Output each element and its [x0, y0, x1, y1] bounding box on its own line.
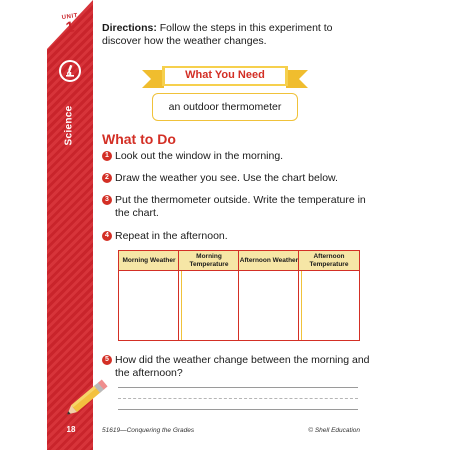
- chart-column-afternoon-weather: [239, 251, 299, 340]
- unit-badge: [55, 14, 85, 48]
- chart-header: Morning Temperature: [179, 251, 239, 271]
- subject-label: [57, 90, 81, 160]
- step-number: 3: [102, 195, 112, 205]
- step-2: [102, 172, 372, 185]
- step-text: How did the weather change between the morning and the afternoon?: [115, 354, 370, 379]
- step-3: [102, 194, 372, 220]
- unit-number: 1: [64, 18, 76, 37]
- directions-text: Follow the steps in this experiment to discover how the weather changes.: [102, 22, 333, 47]
- chart-header: Afternoon Temperature: [299, 251, 359, 271]
- sidebar: [0, 0, 93, 450]
- step-4: [102, 230, 372, 243]
- microscope-icon: [59, 60, 81, 82]
- chart-divider-accent: [181, 271, 182, 340]
- step-number: 4: [102, 231, 112, 241]
- step-number: 2: [102, 173, 112, 183]
- step-text: Put the thermometer outside. Write the temperature in the chart.: [115, 194, 366, 219]
- footer-publication: 51619—Conquering the Grades: [102, 427, 195, 434]
- step-number: 1: [102, 151, 112, 161]
- step-number: 5: [102, 355, 112, 365]
- step-1: [102, 150, 372, 163]
- directions: [102, 22, 372, 48]
- chart-divider: [178, 251, 179, 340]
- page-number: 18: [66, 425, 76, 434]
- footer-publisher: © Shell Education: [308, 427, 360, 434]
- what-you-need-title: What You Need: [185, 69, 265, 81]
- chart-header: Afternoon Weather: [239, 251, 299, 271]
- unit-word: UNIT: [61, 12, 79, 22]
- directions-label: Directions:: [102, 22, 157, 34]
- what-to-do-title: What to Do: [102, 131, 176, 147]
- what-you-need-item: [152, 93, 298, 121]
- subject-text: Science: [63, 105, 75, 145]
- step-text: Repeat in the afternoon.: [115, 230, 228, 242]
- answer-guide-line: [118, 398, 358, 399]
- chart-divider: [298, 251, 299, 340]
- chart-divider-accent: [301, 271, 302, 340]
- step-text: Look out the window in the morning.: [115, 150, 284, 162]
- chart-column-afternoon-temperature: [299, 251, 359, 340]
- step-5: [102, 354, 372, 380]
- chart-divider: [238, 251, 239, 340]
- what-you-need-item-text: an outdoor thermometer: [168, 101, 282, 113]
- answer-line[interactable]: [118, 409, 358, 410]
- chart-column-morning-temperature: [179, 251, 239, 340]
- weather-chart: [118, 250, 360, 341]
- answer-line[interactable]: [118, 387, 358, 388]
- chart-header: Morning Weather: [119, 251, 179, 271]
- chart-column-morning-weather: [119, 251, 179, 340]
- step-text: Draw the weather you see. Use the chart below.: [115, 172, 338, 184]
